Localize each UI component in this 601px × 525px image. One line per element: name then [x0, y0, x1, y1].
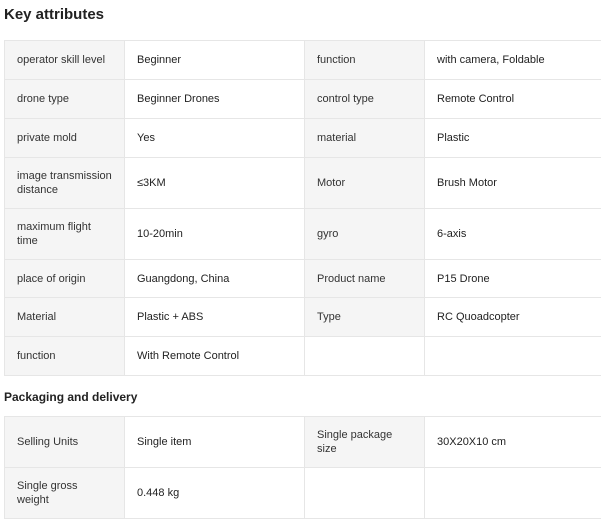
- attribute-name: Material: [5, 298, 125, 337]
- packaging-title: Packaging and delivery: [4, 390, 138, 404]
- attribute-value: Single item: [125, 417, 305, 468]
- attribute-value: with camera, Foldable: [425, 41, 601, 80]
- table-row: [5, 119, 601, 158]
- attribute-value: 6-axis: [425, 209, 601, 260]
- attribute-value: ≤3KM: [125, 158, 305, 209]
- attribute-value: 10-20min: [125, 209, 305, 260]
- table-row: [5, 260, 601, 298]
- attribute-name: Single gross weight: [5, 468, 125, 519]
- attribute-value: Beginner: [125, 41, 305, 80]
- table-row: [5, 209, 601, 260]
- attribute-value: Guangdong, China: [125, 260, 305, 298]
- attribute-name: control type: [305, 80, 425, 119]
- table-row: [5, 298, 601, 337]
- attribute-value: Beginner Drones: [125, 80, 305, 119]
- table-row: [5, 158, 601, 209]
- attribute-name: maximum flight time: [5, 209, 125, 260]
- attribute-value: With Remote Control: [125, 337, 305, 376]
- attribute-name: Product name: [305, 260, 425, 298]
- attribute-value: P15 Drone: [425, 260, 601, 298]
- table-row: [5, 41, 601, 80]
- attribute-name: private mold: [5, 119, 125, 158]
- attribute-name: Motor: [305, 158, 425, 209]
- attribute-name: drone type: [5, 80, 125, 119]
- attribute-value: Plastic + ABS: [125, 298, 305, 337]
- attribute-name: function: [305, 41, 425, 80]
- attribute-value: Yes: [125, 119, 305, 158]
- attribute-name: image transmission distance: [5, 158, 125, 209]
- empty-cell: [425, 468, 601, 519]
- attribute-name: function: [5, 337, 125, 376]
- table-row: [5, 80, 601, 119]
- key-attributes-title: Key attributes: [4, 6, 105, 23]
- attribute-value: RC Quoadcopter: [425, 298, 601, 337]
- attribute-value: Remote Control: [425, 80, 601, 119]
- attribute-name: Single package size: [305, 417, 425, 468]
- key-attributes-table: [4, 40, 601, 376]
- empty-cell: [425, 337, 601, 376]
- empty-cell: [305, 337, 425, 376]
- packaging-table: [4, 416, 601, 519]
- attribute-value: 30X20X10 cm: [425, 417, 601, 468]
- attribute-value: Brush Motor: [425, 158, 601, 209]
- empty-cell: [305, 468, 425, 519]
- attribute-name: Type: [305, 298, 425, 337]
- attribute-name: operator skill level: [5, 41, 125, 80]
- table-row: [5, 468, 601, 519]
- attribute-name: Selling Units: [5, 417, 125, 468]
- table-row: [5, 417, 601, 468]
- attribute-name: place of origin: [5, 260, 125, 298]
- attribute-value: 0.448 kg: [125, 468, 305, 519]
- attribute-name: material: [305, 119, 425, 158]
- table-row: [5, 337, 601, 376]
- attribute-name: gyro: [305, 209, 425, 260]
- attribute-value: Plastic: [425, 119, 601, 158]
